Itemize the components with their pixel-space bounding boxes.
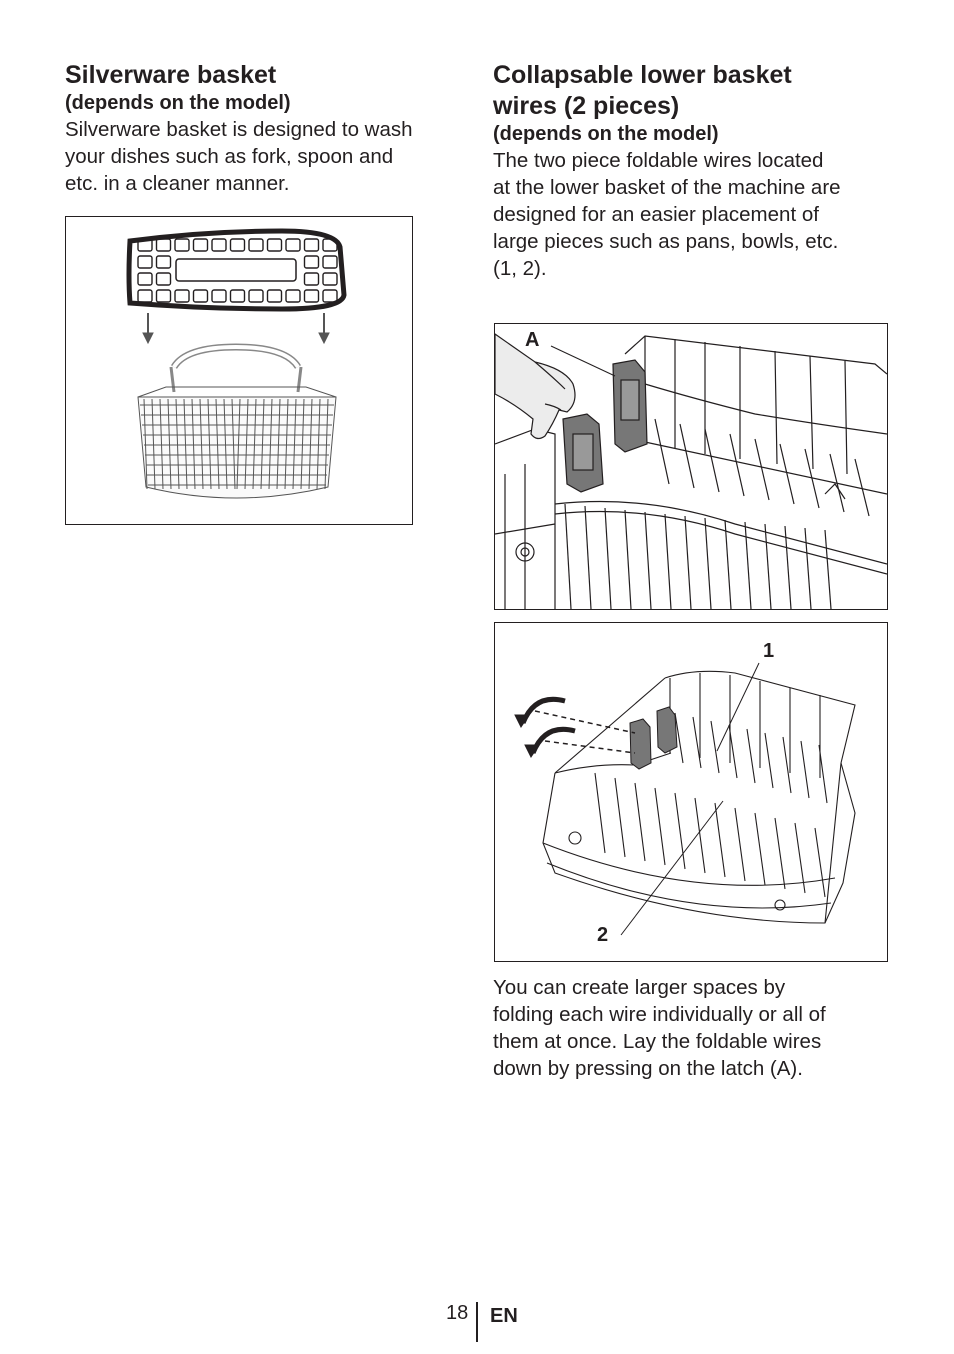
body-line: You can create larger spaces by <box>493 976 786 999</box>
body-line: designed for an easier placement of <box>493 203 819 226</box>
silverware-basket-figure <box>65 216 413 525</box>
silverware-basket-icon <box>138 347 336 498</box>
section-subtitle-silverware: (depends on the model) <box>65 92 291 114</box>
body-line: Silverware basket is designed to wash <box>65 118 413 141</box>
leader-line <box>717 663 759 751</box>
latch-figure <box>494 323 888 610</box>
language-code: EN <box>490 1305 518 1327</box>
left-column <box>65 60 460 197</box>
latch-illustration <box>495 324 887 609</box>
latch-icon <box>630 707 677 769</box>
body-line: etc. in a cleaner manner. <box>65 172 290 195</box>
basket-grid-cover <box>129 231 344 309</box>
section-title-silverware: Silverware basket <box>65 61 277 89</box>
footer-divider <box>476 1302 478 1342</box>
body-line: down by pressing on the latch (A). <box>493 1057 803 1080</box>
callout-label-1: 1 <box>763 640 775 662</box>
section-subtitle-collapsable: (depends on the model) <box>493 123 719 145</box>
body-line: large pieces such as pans, bowls, etc. <box>493 230 839 253</box>
body-line: The two piece foldable wires located <box>493 149 824 172</box>
lower-basket-illustration <box>495 623 887 961</box>
page-number: 18 <box>446 1302 469 1324</box>
down-arrow-icon <box>143 313 329 343</box>
right-column <box>493 60 913 282</box>
rotate-arrow-icon <box>515 699 635 757</box>
latch-icon <box>563 360 647 492</box>
body-line: folding each wire individually or all of <box>493 1003 826 1026</box>
leader-line <box>621 801 723 935</box>
silverware-basket-illustration <box>66 217 412 524</box>
body-line: your dishes such as fork, spoon and <box>65 145 394 168</box>
lower-basket-figure <box>494 622 888 962</box>
fold-instructions <box>493 974 913 1082</box>
section-title-collapsable-line2: wires (2 pieces) <box>493 92 680 120</box>
body-line: (1, 2). <box>493 257 547 280</box>
body-line: them at once. Lay the foldable wires <box>493 1030 822 1053</box>
section-title-collapsable: Collapsable lower basket <box>493 61 792 89</box>
callout-label-a: A <box>525 329 540 351</box>
body-line: at the lower basket of the machine are <box>493 176 841 199</box>
callout-label-2: 2 <box>597 924 609 946</box>
